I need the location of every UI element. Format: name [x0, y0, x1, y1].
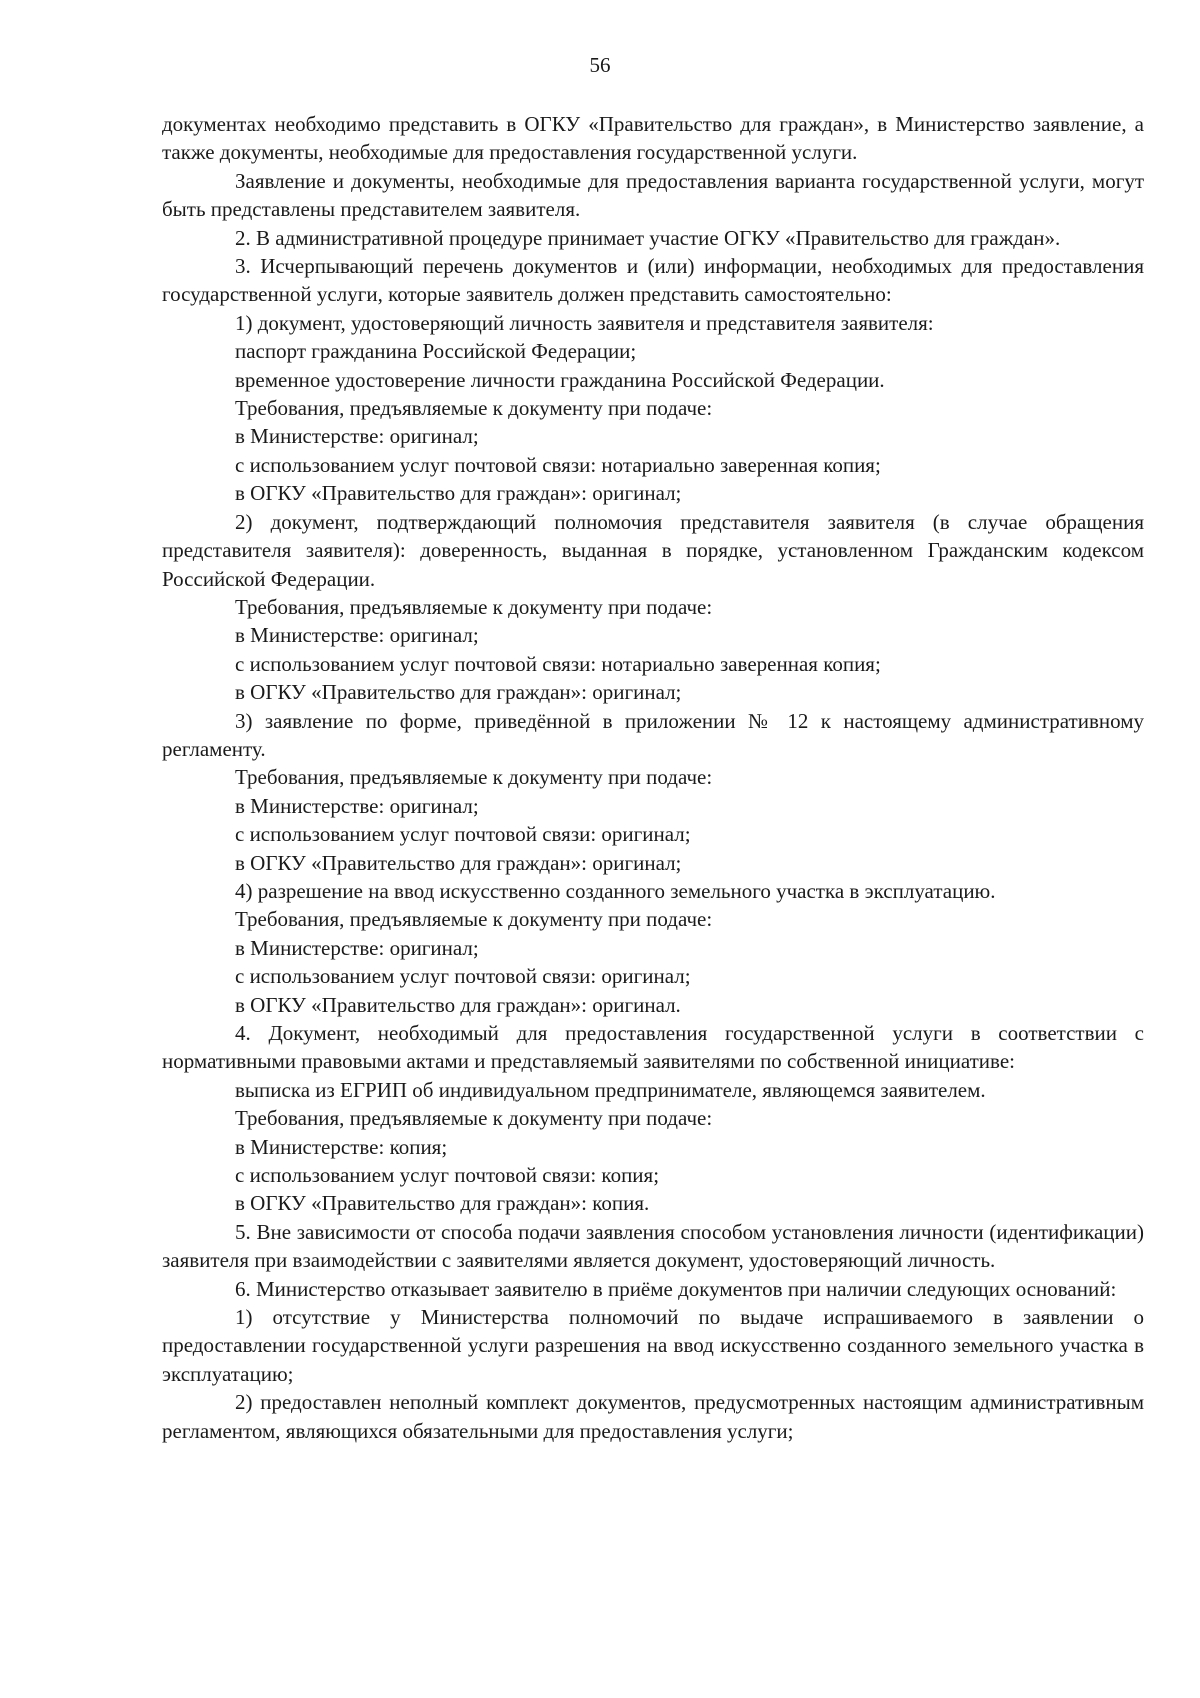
page-number: 56: [589, 53, 611, 77]
paragraph: Требования, предъявляемые к документу при подаче:: [235, 765, 713, 790]
paragraph: в Министерстве: копия;: [235, 1134, 448, 1159]
paragraph: 3) заявление по форме, приведённой в приложении № 12 к настоящему административному регламенту.: [162, 708, 1144, 761]
paragraph: 1) документ, удостоверяющий личность заявителя и представителя заявителя:: [235, 310, 934, 335]
paragraph: с использованием услуг почтовой связи: оригинал;: [235, 822, 691, 847]
paragraph: 4) разрешение на ввод искусственно созданного земельного участка в эксплуатацию.: [235, 878, 996, 903]
paragraph: Требования, предъявляемые к документу при подаче:: [235, 396, 713, 421]
document-body: [162, 110, 1144, 1445]
paragraph: Требования, предъявляемые к документу при подаче:: [235, 594, 713, 619]
paragraph: 5. Вне зависимости от способа подачи заявления способом установления личности (идентификации) заявителя при взаимодействии с заявителями является документ, удостоверяющий личность.: [162, 1219, 1144, 1273]
paragraph: в Министерстве: оригинал;: [235, 623, 479, 648]
paragraph: временное удостоверение личности гражданина Российской Федерации.: [235, 367, 885, 392]
paragraph: с использованием услуг почтовой связи: нотариально заверенная копия;: [235, 452, 881, 477]
paragraph: документах необходимо представить в ОГКУ «Правительство для граждан», в Министерство заявление, а также документы, необходимые для предоставления государственной услуги.: [162, 112, 1144, 165]
paragraph: с использованием услуг почтовой связи: копия;: [235, 1163, 660, 1188]
paragraph: с использованием услуг почтовой связи: нотариально заверенная копия;: [235, 651, 881, 676]
paragraph: в Министерстве: оригинал;: [235, 424, 479, 449]
paragraph: 3. Исчерпывающий перечень документов и (или) информации, необходимых для предоставления государственной услуги, которые заявитель должен представить самостоятельно:: [162, 254, 1144, 307]
paragraph: в ОГКУ «Правительство для граждан»: оригинал;: [235, 850, 682, 875]
paragraph: 4. Документ, необходимый для предоставления государственной услуги в соответствии с нормативными правовыми актами и представляемый заявителями по собственной инициативе:: [162, 1021, 1144, 1074]
paragraph: в ОГКУ «Правительство для граждан»: оригинал;: [235, 481, 682, 506]
paragraph: 2) предоставлен неполный комплект документов, предусмотренных настоящим административным регламентом, являющихся обязательными для предоставления услуги;: [162, 1390, 1144, 1443]
paragraph: с использованием услуг почтовой связи: оригинал;: [235, 964, 691, 989]
paragraph: 6. Министерство отказывает заявителю в приёме документов при наличии следующих оснований:: [235, 1276, 1117, 1301]
paragraph: 2. В административной процедуре принимает участие ОГКУ «Правительство для граждан».: [235, 225, 1061, 250]
paragraph: 2) документ, подтверждающий полномочия представителя заявителя (в случае обращения представителя заявителя): доверенность, выданная в порядке, установленном Гражданским кодексом Российской Федерации.: [162, 509, 1144, 591]
paragraph: паспорт гражданина Российской Федерации;: [235, 339, 637, 364]
paragraph: выписка из ЕГРИП об индивидуальном предпринимателе, являющемся заявителем.: [235, 1077, 986, 1102]
paragraph: в Министерстве: оригинал;: [235, 793, 479, 818]
paragraph: Требования, предъявляемые к документу при подаче:: [235, 907, 713, 932]
paragraph: в Министерстве: оригинал;: [235, 935, 479, 960]
paragraph: в ОГКУ «Правительство для граждан»: оригинал.: [235, 992, 681, 1017]
paragraph: в ОГКУ «Правительство для граждан»: оригинал;: [235, 680, 682, 705]
paragraph: 1) отсутствие у Министерства полномочий по выдаче испрашиваемого в заявлении о предоставлении государственной услуги разрешения на ввод искусственно созданного земельного участка в эксплуатацию;: [162, 1305, 1144, 1386]
paragraph: в ОГКУ «Правительство для граждан»: копия.: [235, 1191, 650, 1216]
paragraph: Заявление и документы, необходимые для предоставления варианта государственной услуги, могут быть представлены представителем заявителя.: [162, 168, 1144, 222]
paragraph: Требования, предъявляемые к документу при подаче:: [235, 1106, 713, 1131]
